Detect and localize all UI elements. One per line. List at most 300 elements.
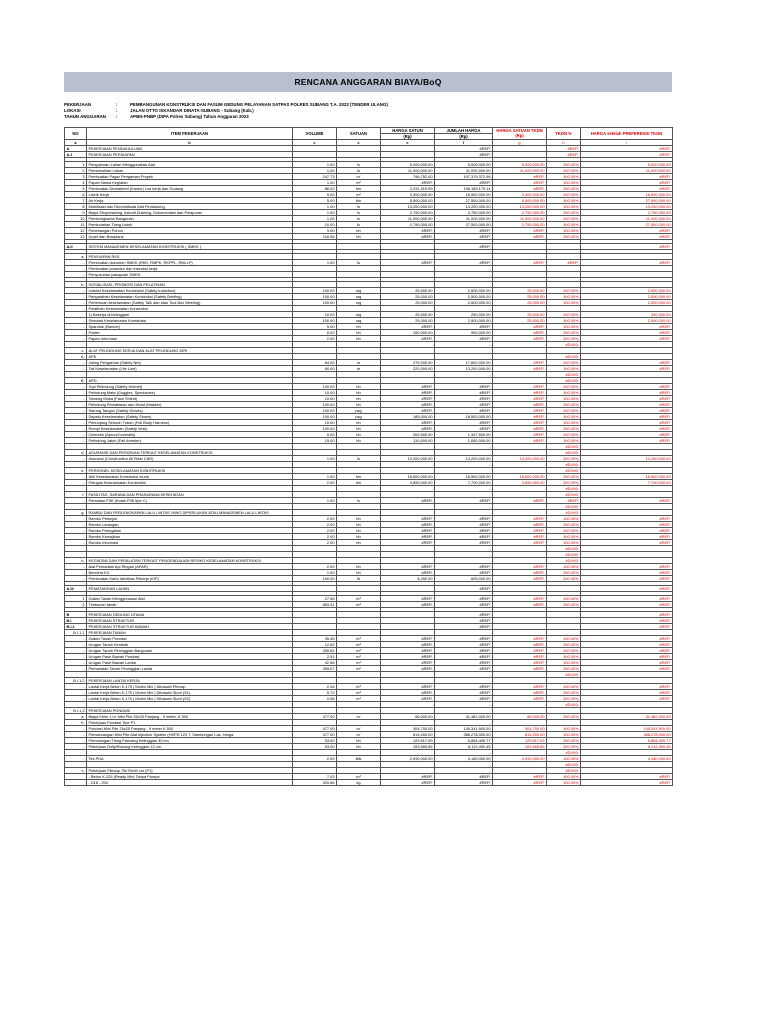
- cell-harga-satuan-tkdn: #REF!: [493, 329, 547, 335]
- cell-satuan: bh: [337, 737, 381, 743]
- cell-no: -: [65, 365, 87, 371]
- cell-jumlah-harga: 7,700,000.00: [435, 479, 493, 485]
- cell-satuan: bh: [337, 527, 381, 533]
- cell-item: PEKERJAAN STRUKTUR: [87, 617, 293, 623]
- cell-volume: 477.00: [293, 731, 337, 737]
- cell-volume: 2.00: [293, 755, 337, 761]
- cell-harga-preferensi: 27,500,000.00: [581, 221, 673, 227]
- column-letter: b: [87, 139, 293, 145]
- cell-tkdn: 100.00%: [547, 293, 581, 299]
- cell-harga-preferensi: #REF!: [581, 653, 673, 659]
- cell-no: g.: [65, 509, 87, 515]
- cell-tkdn: 100.00%: [547, 455, 581, 461]
- cell-satuan: bh: [337, 233, 381, 239]
- cell-harga-preferensi: #REF!: [581, 533, 673, 539]
- cell-jumlah-harga: 2,500,000.00: [435, 299, 493, 305]
- cell-item: Ahli Keselamatan Konstruksi muda: [87, 473, 293, 479]
- cell-item: Celemek (Apron/Coveralls): [87, 431, 293, 437]
- cell-jumlah-harga: 388,278,000.00: [435, 731, 493, 737]
- cell-harga-satuan-tkdn: #REF!: [493, 779, 547, 785]
- cell-harga-preferensi: #REF!: [581, 179, 673, 185]
- info-value: JALAN OTTO ISKANDAR DINATA-SUBANG - Subang (Kab.): [130, 108, 254, 114]
- cell-no: [65, 779, 87, 785]
- cell-harga-preferensi: #REF!: [581, 521, 673, 527]
- cell-tkdn: 100.00%: [547, 167, 581, 173]
- cell-item: Spanduk (Banner): [87, 323, 293, 329]
- cell-harga-satuan-tkdn: 25,000.00: [493, 299, 547, 305]
- cell-volume: 53.00: [293, 743, 337, 749]
- cell-volume: 1.00: [293, 203, 337, 209]
- cell-volume: 9.00: [293, 227, 337, 233]
- cell-tkdn: 100.00%: [547, 323, 581, 329]
- cell-tkdn: #DIV/0!: [547, 353, 581, 359]
- cell-satuan: m': [337, 731, 381, 737]
- cell-satuan: ls: [337, 215, 381, 221]
- cell-satuan: m³: [337, 773, 381, 779]
- cell-no: -: [65, 431, 87, 437]
- cell-satuan: bh: [337, 389, 381, 395]
- cell-item: Rompi Keselamatan (Safety Vest): [87, 425, 293, 431]
- table-row: [65, 779, 673, 785]
- cell-harga-preferensi: #REF!: [581, 383, 673, 389]
- cell-no: -: [65, 539, 87, 545]
- cell-satuan: psg: [337, 413, 381, 419]
- document-title: RENCANA ANGGARAN BIAYA/BoQ: [64, 72, 672, 92]
- cell-volume: 1.00: [293, 209, 337, 215]
- cell-item: Pembuatan dokumen SMKK (RKK, RMPK, RKPPL, RMLLP): [87, 259, 293, 265]
- cell-jumlah-harga: -: [435, 719, 493, 725]
- cell-harga-satuan-tkdn: #REF!: [493, 533, 547, 539]
- cell-no: -: [65, 305, 87, 311]
- cell-no: d.: [65, 449, 87, 455]
- cell-satuan: bh: [337, 521, 381, 527]
- cell-jumlah-harga: #REF!: [435, 151, 493, 157]
- cell-volume: 100.00: [293, 425, 337, 431]
- cell-no: B.I.1.3: [65, 707, 87, 713]
- cell-tkdn: 100.00%: [547, 779, 581, 785]
- cell-harga-preferensi: #REF!: [581, 425, 673, 431]
- cell-tkdn: 100.00%: [547, 161, 581, 167]
- cell-jumlah-harga: -: [435, 671, 493, 677]
- cell-tkdn: 100.00%: [547, 601, 581, 607]
- header-rp: (Rp): [435, 133, 493, 139]
- cell-no: -: [65, 395, 87, 401]
- cell-satuan: m²: [337, 179, 381, 185]
- cell-harga-satuan: #REF!: [381, 563, 435, 569]
- cell-jumlah-harga: 13,200,000.00: [435, 203, 493, 209]
- column-letter: e: [381, 139, 435, 145]
- cell-tkdn: 100.00%: [547, 731, 581, 737]
- cell-harga-satuan: 814,000.00: [381, 731, 435, 737]
- cell-item: Pemancangan Mini Pile Alat injection System (HSPD 120 T, Sambungan Las, Harga: [87, 731, 293, 737]
- cell-jumlah-harga: #REF!: [435, 145, 493, 151]
- cell-harga-preferensi: #REF!: [581, 575, 673, 581]
- cell-harga-preferensi: 16,500,000.00: [581, 191, 673, 197]
- cell-harga-satuan: #REF!: [381, 569, 435, 575]
- cell-jumlah-harga: -: [435, 271, 493, 277]
- cell-item: Pekerjaan Pondasi Tipe P1: [87, 719, 293, 725]
- cell-harga-preferensi: #REF!: [581, 395, 673, 401]
- cell-no: a.: [65, 713, 87, 719]
- header-rp: (Rp): [381, 133, 435, 139]
- cell-tkdn: 100.00%: [547, 737, 581, 743]
- cell-harga-satuan-tkdn: #REF!: [493, 383, 547, 389]
- cell-no: -: [65, 665, 87, 671]
- cell-tkdn: 100.00%: [547, 641, 581, 647]
- cell-tkdn: 100.00%: [547, 635, 581, 641]
- cell-no: -: [65, 265, 87, 271]
- cell-satuan: bh: [337, 383, 381, 389]
- cell-tkdn: #REF!: [547, 151, 581, 157]
- cell-item: Biaya Shopdrawing, Asbuilt Drawing, Dokumentasi dan Pelaporan: [87, 209, 293, 215]
- cell-harga-satuan: 129,517.09: [381, 737, 435, 743]
- cell-harga-satuan-tkdn: 25,000.00: [493, 287, 547, 293]
- cell-item: Listrik Kerja: [87, 191, 293, 197]
- cell-harga-satuan: 25,000.00: [381, 287, 435, 293]
- cell-tkdn: 100.00%: [547, 197, 581, 203]
- cell-harga-satuan-tkdn: #REF!: [493, 515, 547, 521]
- cell-harga-satuan: 110,000.00: [381, 437, 435, 443]
- cell-volume: 1.00: [293, 455, 337, 461]
- cell-jumlah-harga: 1,347,500.00: [435, 431, 493, 437]
- cell-tkdn: 100.00%: [547, 595, 581, 601]
- cell-satuan: ls: [337, 221, 381, 227]
- cell-harga-satuan-tkdn: #REF!: [493, 401, 547, 407]
- cell-item: Papan Informasi: [87, 335, 293, 341]
- cell-no: -: [65, 335, 87, 341]
- cell-harga-preferensi: 145,341,900.00: [581, 725, 673, 731]
- cell-tkdn: 100.00%: [547, 419, 581, 425]
- cell-no: -: [65, 323, 87, 329]
- cell-volume: 100.00: [293, 293, 337, 299]
- info-colon: :: [116, 102, 118, 107]
- cell-tkdn: 100.00%: [547, 647, 581, 653]
- cell-satuan: ls: [337, 203, 381, 209]
- cell-harga-preferensi: #REF!: [581, 173, 673, 179]
- cell-jumlah-harga: 31,482,000.00: [435, 713, 493, 719]
- cell-jumlah-harga: 2,750,000.00: [435, 209, 493, 215]
- cell-jumlah-harga: #REF!: [435, 601, 493, 607]
- cell-no: -: [65, 569, 87, 575]
- cell-no: -: [65, 413, 87, 419]
- cell-satuan: bh: [337, 395, 381, 401]
- cell-harga-preferensi: 27,500,000.00: [581, 197, 673, 203]
- cell-jumlah-harga: -: [435, 371, 493, 377]
- cell-harga-preferensi: #REF!: [581, 323, 673, 329]
- cell-volume: 335.82: [293, 647, 337, 653]
- cell-harga-satuan: 185,000.00: [381, 413, 435, 419]
- cell-satuan: org: [337, 299, 381, 305]
- cell-satuan: ls: [337, 497, 381, 503]
- cell-item: Air Kerja: [87, 197, 293, 203]
- cell-satuan: m': [337, 725, 381, 731]
- cell-harga-satuan-tkdn: #REF!: [493, 647, 547, 653]
- cell-item: Petugas Keselamatan Konstruksi: [87, 479, 293, 485]
- cell-harga-preferensi: 2,500,000.00: [581, 287, 673, 293]
- cell-item: Simulasi Keselamatan Konstruksi: [87, 317, 293, 323]
- cell-tkdn: 100.00%: [547, 311, 581, 317]
- cell-tkdn: #DIV/0!: [547, 485, 581, 491]
- cell-jumlah-harga: -: [435, 749, 493, 755]
- cell-harga-satuan-tkdn: 13,200,000.00: [493, 203, 547, 209]
- cell-volume: 64.00: [293, 359, 337, 365]
- cell-jumlah-harga: -: [435, 485, 493, 491]
- cell-volume: 5.72: [293, 689, 337, 695]
- cell-tkdn: #DIV/0!: [547, 503, 581, 509]
- cell-harga-satuan-tkdn: 13,200,000.00: [493, 455, 547, 461]
- cell-volume: 2.06: [293, 683, 337, 689]
- cell-tkdn: 100.00%: [547, 665, 581, 671]
- cell-satuan: bln: [337, 473, 381, 479]
- cell-harga-preferensi: #REF!: [581, 689, 673, 695]
- cell-no: -: [65, 689, 87, 695]
- cell-jumlah-harga: 2,500,000.00: [435, 293, 493, 299]
- cell-item: Pemotongan Tiang Pancang Ketinggian 30 cm: [87, 737, 293, 743]
- cell-item: - D16 - 200: [87, 779, 293, 785]
- cell-jumlah-harga: #REF!: [435, 425, 493, 431]
- cell-harga-preferensi: #REF!: [581, 695, 673, 701]
- cell-tkdn: 100.00%: [547, 527, 581, 533]
- cell-tkdn: 100.00%: [547, 179, 581, 185]
- cell-satuan: m³: [337, 635, 381, 641]
- column-letter: c: [293, 139, 337, 145]
- cell-no: -: [65, 635, 87, 641]
- cell-harga-preferensi: #REF!: [581, 389, 673, 395]
- cell-no: -: [65, 527, 87, 533]
- cell-jumlah-harga: #REF!: [435, 635, 493, 641]
- cell-jumlah-harga: #REF!: [435, 497, 493, 503]
- cell-harga-preferensi: #REF!: [581, 539, 673, 545]
- cell-item: Pembersihan Lahan: [87, 167, 293, 173]
- cell-harga-satuan: #REF!: [381, 383, 435, 389]
- cell-harga-preferensi: 8,112,490.45: [581, 743, 673, 749]
- cell-satuan: bh: [337, 563, 381, 569]
- cell-harga-satuan: #REF!: [381, 635, 435, 641]
- cell-no: c.: [65, 347, 87, 353]
- cell-harga-satuan: #REF!: [381, 527, 435, 533]
- cell-item: PEKERJAAN GEDUNG UTAMA: [87, 611, 293, 617]
- cell-no: c.: [65, 767, 87, 773]
- cell-no: 2: [65, 167, 87, 173]
- cell-satuan: ls: [337, 161, 381, 167]
- cell-jumlah-harga: 1,650,000.00: [435, 437, 493, 443]
- cell-volume: 2.00: [293, 539, 337, 545]
- cell-item: Tameng Muka (Face Shield): [87, 395, 293, 401]
- cell-tkdn: 100.00%: [547, 413, 581, 419]
- cell-volume: 355.07: [293, 665, 337, 671]
- cell-harga-satuan-tkdn: #REF!: [493, 233, 547, 239]
- cell-satuan: m²: [337, 191, 381, 197]
- cell-jumlah-harga: -: [435, 461, 493, 467]
- cell-no: -: [65, 473, 87, 479]
- cell-no: -: [65, 259, 87, 265]
- cell-satuan: m³: [337, 653, 381, 659]
- cell-harga-satuan-tkdn: #REF!: [493, 185, 547, 191]
- cell-tkdn: #DIV/0!: [547, 749, 581, 755]
- cell-item: Pembuatan Pagar Pengaman Proyek: [87, 173, 293, 179]
- cell-harga-preferensi: #REF!: [581, 233, 673, 239]
- cell-no: 11: [65, 221, 87, 227]
- header-harga-preferensi: HARGA setelah PREFERENSI TKDN: [581, 127, 673, 139]
- cell-harga-satuan-tkdn: 66,000.00: [493, 713, 547, 719]
- cell-jumlah-harga: 250,000.00: [435, 311, 493, 317]
- cell-item: SOSIALISASI, PROMOSI DAN PELATIHAN: [87, 281, 293, 287]
- cell-volume: 320.66: [293, 779, 337, 785]
- cell-jumlah-harga: 11,000,000.00: [435, 215, 493, 221]
- cell-harga-satuan-tkdn: #REF!: [493, 259, 547, 265]
- cell-tkdn: 100.00%: [547, 515, 581, 521]
- cell-harga-preferensi: 16,500,000.00: [581, 473, 673, 479]
- cell-volume: 2.51: [293, 653, 337, 659]
- cell-harga-preferensi: 11,000,000.00: [581, 167, 673, 173]
- cell-jumlah-harga: 900,000.00: [435, 329, 493, 335]
- cell-satuan: bh: [337, 227, 381, 233]
- cell-harga-satuan: #REF!: [381, 659, 435, 665]
- cell-harga-preferensi: #REF!: [581, 617, 673, 623]
- cell-harga-satuan-tkdn: #REF!: [493, 173, 547, 179]
- cell-jumlah-harga: #REF!: [435, 521, 493, 527]
- cell-jumlah-harga: #REF!: [435, 683, 493, 689]
- cell-harga-satuan: #REF!: [381, 641, 435, 647]
- cell-harga-satuan-tkdn: 25,000.00: [493, 293, 547, 299]
- cell-volume: 100.00: [293, 383, 337, 389]
- cell-harga-satuan-tkdn: #REF!: [493, 683, 547, 689]
- cell-harga-preferensi: 2,500,000.00: [581, 293, 673, 299]
- info-colon: :: [116, 108, 118, 114]
- cell-volume: 2.00: [293, 479, 337, 485]
- cell-harga-satuan-tkdn: 11,000,000.00: [493, 215, 547, 221]
- cell-item: PEKERJAAN PERSIAPAN: [87, 151, 293, 157]
- cell-harga-preferensi: 13,200,000.00: [581, 203, 673, 209]
- cell-harga-preferensi: #REF!: [581, 151, 673, 157]
- cell-harga-preferensi: #REF!: [581, 359, 673, 365]
- cell-jumlah-harga: -: [435, 341, 493, 347]
- cell-item: Galian Tanah Pondasi: [87, 635, 293, 641]
- cell-harga-satuan-tkdn: #REF!: [493, 227, 547, 233]
- cell-jumlah-harga: -: [435, 503, 493, 509]
- cell-item: Pemindahan Tiang Listrik: [87, 221, 293, 227]
- cell-jumlah-harga: #REF!: [435, 647, 493, 653]
- cell-harga-satuan-tkdn: #REF!: [493, 527, 547, 533]
- cell-item: Pembuatan Direksikeet (Kantor) Los kerja dan Gudang: [87, 185, 293, 191]
- cell-tkdn: #DIV/0!: [547, 671, 581, 677]
- cell-item: Pelindung Mata (Goggles, Spectacles): [87, 389, 293, 395]
- cell-satuan: bh: [337, 329, 381, 335]
- cell-jumlah-harga: #REF!: [435, 259, 493, 265]
- cell-harga-preferensi: #REF!: [581, 647, 673, 653]
- cell-harga-satuan-tkdn: 153,065.85: [493, 743, 547, 749]
- cell-jumlah-harga: #REF!: [435, 419, 493, 425]
- cell-harga-preferensi: 2,500,000.00: [581, 299, 673, 305]
- cell-item: Penunjang Seluruh Tubuh (Full Body Harness): [87, 419, 293, 425]
- cell-no: f.: [65, 491, 87, 497]
- cell-harga-preferensi: #REF!: [581, 611, 673, 617]
- cell-harga-satuan: 66,000.00: [381, 713, 435, 719]
- cell-volume: 1.00: [293, 179, 337, 185]
- cell-jumlah-harga: #REF!: [435, 335, 493, 341]
- cell-harga-satuan: 2,291,319.99: [381, 185, 435, 191]
- cell-harga-satuan-tkdn: #REF!: [493, 413, 547, 419]
- cell-satuan: ls: [337, 259, 381, 265]
- cell-harga-satuan-tkdn: #REF!: [493, 425, 547, 431]
- cell-item: Pengukuran Lahan Menggunakan Alat: [87, 161, 293, 167]
- cell-no: -: [65, 389, 87, 395]
- cell-jumlah-harga: #REF!: [435, 653, 493, 659]
- cell-jumlah-harga: 196,189,179.14: [435, 185, 493, 191]
- cell-volume: 100.00: [293, 401, 337, 407]
- cell-jumlah-harga: 197,379,372.96: [435, 173, 493, 179]
- cell-jumlah-harga: 2,500,000.00: [435, 287, 493, 293]
- cell-jumlah-harga: 18,500,000.00: [435, 413, 493, 419]
- cell-item: Bendera K3: [87, 569, 293, 575]
- cell-no: -: [65, 695, 87, 701]
- cell-tkdn: #DIV/0!: [547, 377, 581, 383]
- cell-tkdn: 100.00%: [547, 743, 581, 749]
- cell-item: PEKERJAAN PENDAHULUAN: [87, 145, 293, 151]
- cell-no: 1: [65, 161, 87, 167]
- cell-volume: 15.00: [293, 437, 337, 443]
- cell-harga-satuan-tkdn: 5,500,000.00: [493, 197, 547, 203]
- cell-no: -: [65, 737, 87, 743]
- cell-satuan: bh: [337, 533, 381, 539]
- cell-item: Timbunan tanah: [87, 601, 293, 607]
- cell-no: 1: [65, 595, 87, 601]
- cell-tkdn: 100.00%: [547, 755, 581, 761]
- cell-harga-satuan: #REF!: [381, 259, 435, 265]
- cell-satuan: bh: [337, 743, 381, 749]
- cell-satuan: m³: [337, 641, 381, 647]
- cell-harga-satuan: #REF!: [381, 665, 435, 671]
- cell-satuan: lb: [337, 575, 381, 581]
- cell-tkdn: #DIV/0!: [547, 371, 581, 377]
- cell-satuan: m²: [337, 665, 381, 671]
- cell-jumlah-harga: #REF!: [435, 689, 493, 695]
- cell-harga-satuan: 5,000,000.00: [381, 161, 435, 167]
- cell-tkdn: #DIV/0!: [547, 701, 581, 707]
- cell-volume: 2.00: [293, 515, 337, 521]
- cell-tkdn: 100.00%: [547, 575, 581, 581]
- cell-harga-preferensi: #REF!: [581, 683, 673, 689]
- cell-item: ALAT PELINDUNG KERJA DAN ALAT PELINDUNG DIRI: [87, 347, 293, 353]
- cell-no: -: [65, 401, 87, 407]
- cell-satuan: m³: [337, 659, 381, 665]
- cell-volume: 1.00: [293, 167, 337, 173]
- cell-tkdn: 100.00%: [547, 473, 581, 479]
- cell-tkdn: 100.00%: [547, 437, 581, 443]
- cell-tkdn: #DIV/0!: [547, 461, 581, 467]
- cell-item: Biaya Kirim 1 m' Mini Pile 25x25 Panjang - 9 meter, K.500: [87, 713, 293, 719]
- cell-no: b.: [65, 719, 87, 725]
- info-label: TAHUN ANGGARAN: [64, 114, 106, 120]
- cell-no: -: [65, 271, 87, 277]
- cell-item: PERSONEL KESELAMATAN KONSTRUKSI: [87, 467, 293, 473]
- cell-jumlah-harga: #REF!: [435, 617, 493, 623]
- cell-harga-satuan-tkdn: 129,517.09: [493, 737, 547, 743]
- cell-harga-preferensi: 5,000,000.00: [581, 161, 673, 167]
- cell-no: B.I: [65, 617, 87, 623]
- cell-no: 10: [65, 215, 87, 221]
- cell-item: FASILITAS, SARANA DAN PRASARANA KESEHATAN: [87, 491, 293, 497]
- cell-jumlah-harga: #REF!: [435, 233, 493, 239]
- cell-satuan: kg: [337, 779, 381, 785]
- boq-table-body: [65, 145, 673, 785]
- cell-item: Urpet dan Bowplank: [87, 233, 293, 239]
- cell-harga-satuan-tkdn: #REF!: [493, 665, 547, 671]
- cell-jumlah-harga: -: [435, 701, 493, 707]
- cell-item: Rambu Kewajiban: [87, 533, 293, 539]
- cell-item: APD: [87, 377, 293, 383]
- header-tkdn: TKDN %: [547, 127, 581, 139]
